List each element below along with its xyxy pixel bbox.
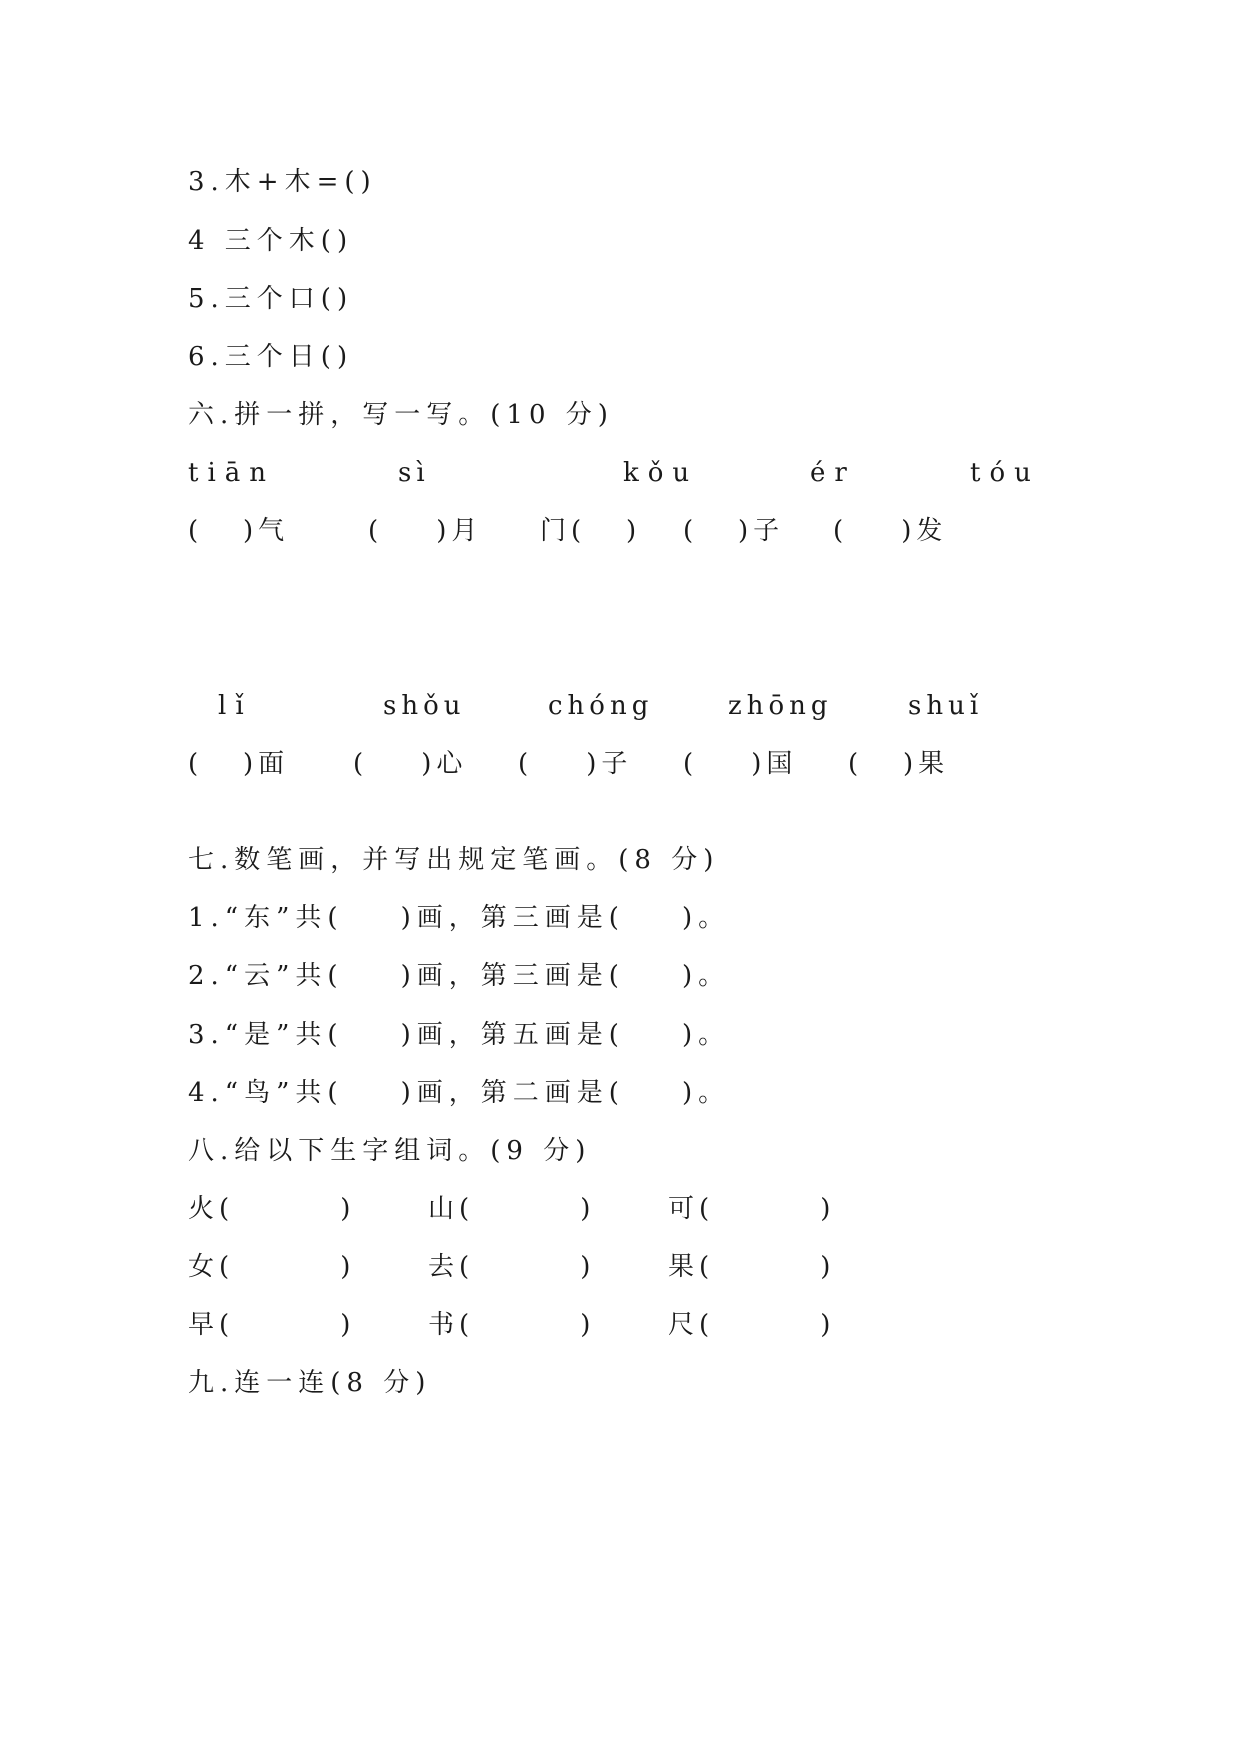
section7-item-1: 1.“东”共( )画，第三画是( )。	[188, 903, 731, 933]
blank-shuiguo: ( )果	[848, 749, 950, 779]
section5-item-6: 6.三个日()	[188, 342, 354, 372]
word-group-huo: 火( )	[188, 1194, 356, 1224]
section8-heading: 八.给以下生字组词。(9 分)	[188, 1136, 592, 1166]
word-group-chi: 尺( )	[668, 1310, 836, 1340]
word-group-qu: 去( )	[428, 1252, 596, 1282]
section5-item-3: 3.木+木=()	[188, 167, 377, 197]
section6-heading: 六.拼一拼，写一写。(10 分)	[188, 400, 614, 430]
blank-erzi: ( )子	[683, 516, 785, 546]
section7-item-3: 3.“是”共( )画，第五画是( )。	[188, 1020, 731, 1050]
pinyin-zhong: zhōng	[728, 691, 833, 721]
word-group-ke: 可( )	[668, 1194, 836, 1224]
section7-item-2: 2.“云”共( )画，第三画是( )。	[188, 961, 731, 991]
pinyin-tou: tóu	[970, 458, 1040, 488]
section5-item-5: 5.三个口()	[188, 284, 354, 314]
blank-chongzi: ( )子	[518, 749, 633, 779]
word-group-zao: 早( )	[188, 1310, 356, 1340]
pinyin-kou: kǒu	[623, 458, 699, 488]
blank-siyue: ( )月	[368, 516, 483, 546]
pinyin-si: sì	[398, 458, 430, 488]
word-group-nv: 女( )	[188, 1252, 356, 1282]
blank-shouxin: ( )心	[353, 749, 468, 779]
blank-zhongguo: ( )国	[683, 749, 798, 779]
blank-limian: ( )面	[188, 749, 290, 779]
pinyin-tian: tiān	[188, 458, 276, 488]
section9-heading: 九.连一连(8 分)	[188, 1368, 432, 1398]
pinyin-li: lǐ	[218, 691, 253, 721]
pinyin-shui: shuǐ	[908, 691, 984, 721]
section5-item-4: 4 三个木()	[188, 226, 354, 256]
section7-heading: 七.数笔画，并写出规定笔画。(8 分)	[188, 845, 720, 875]
pinyin-er: ér	[810, 458, 856, 488]
pinyin-chong: chóng	[548, 691, 654, 721]
blank-toufa: ( )发	[833, 516, 948, 546]
pinyin-shou: shǒu	[383, 691, 466, 721]
blank-tianqi: ( )气	[188, 516, 290, 546]
word-group-shan: 山( )	[428, 1194, 596, 1224]
word-group-shu: 书( )	[428, 1310, 596, 1340]
word-group-guo: 果( )	[668, 1252, 836, 1282]
section7-item-4: 4.“鸟”共( )画，第二画是( )。	[188, 1078, 731, 1108]
blank-menkou: 门( )	[540, 516, 642, 546]
